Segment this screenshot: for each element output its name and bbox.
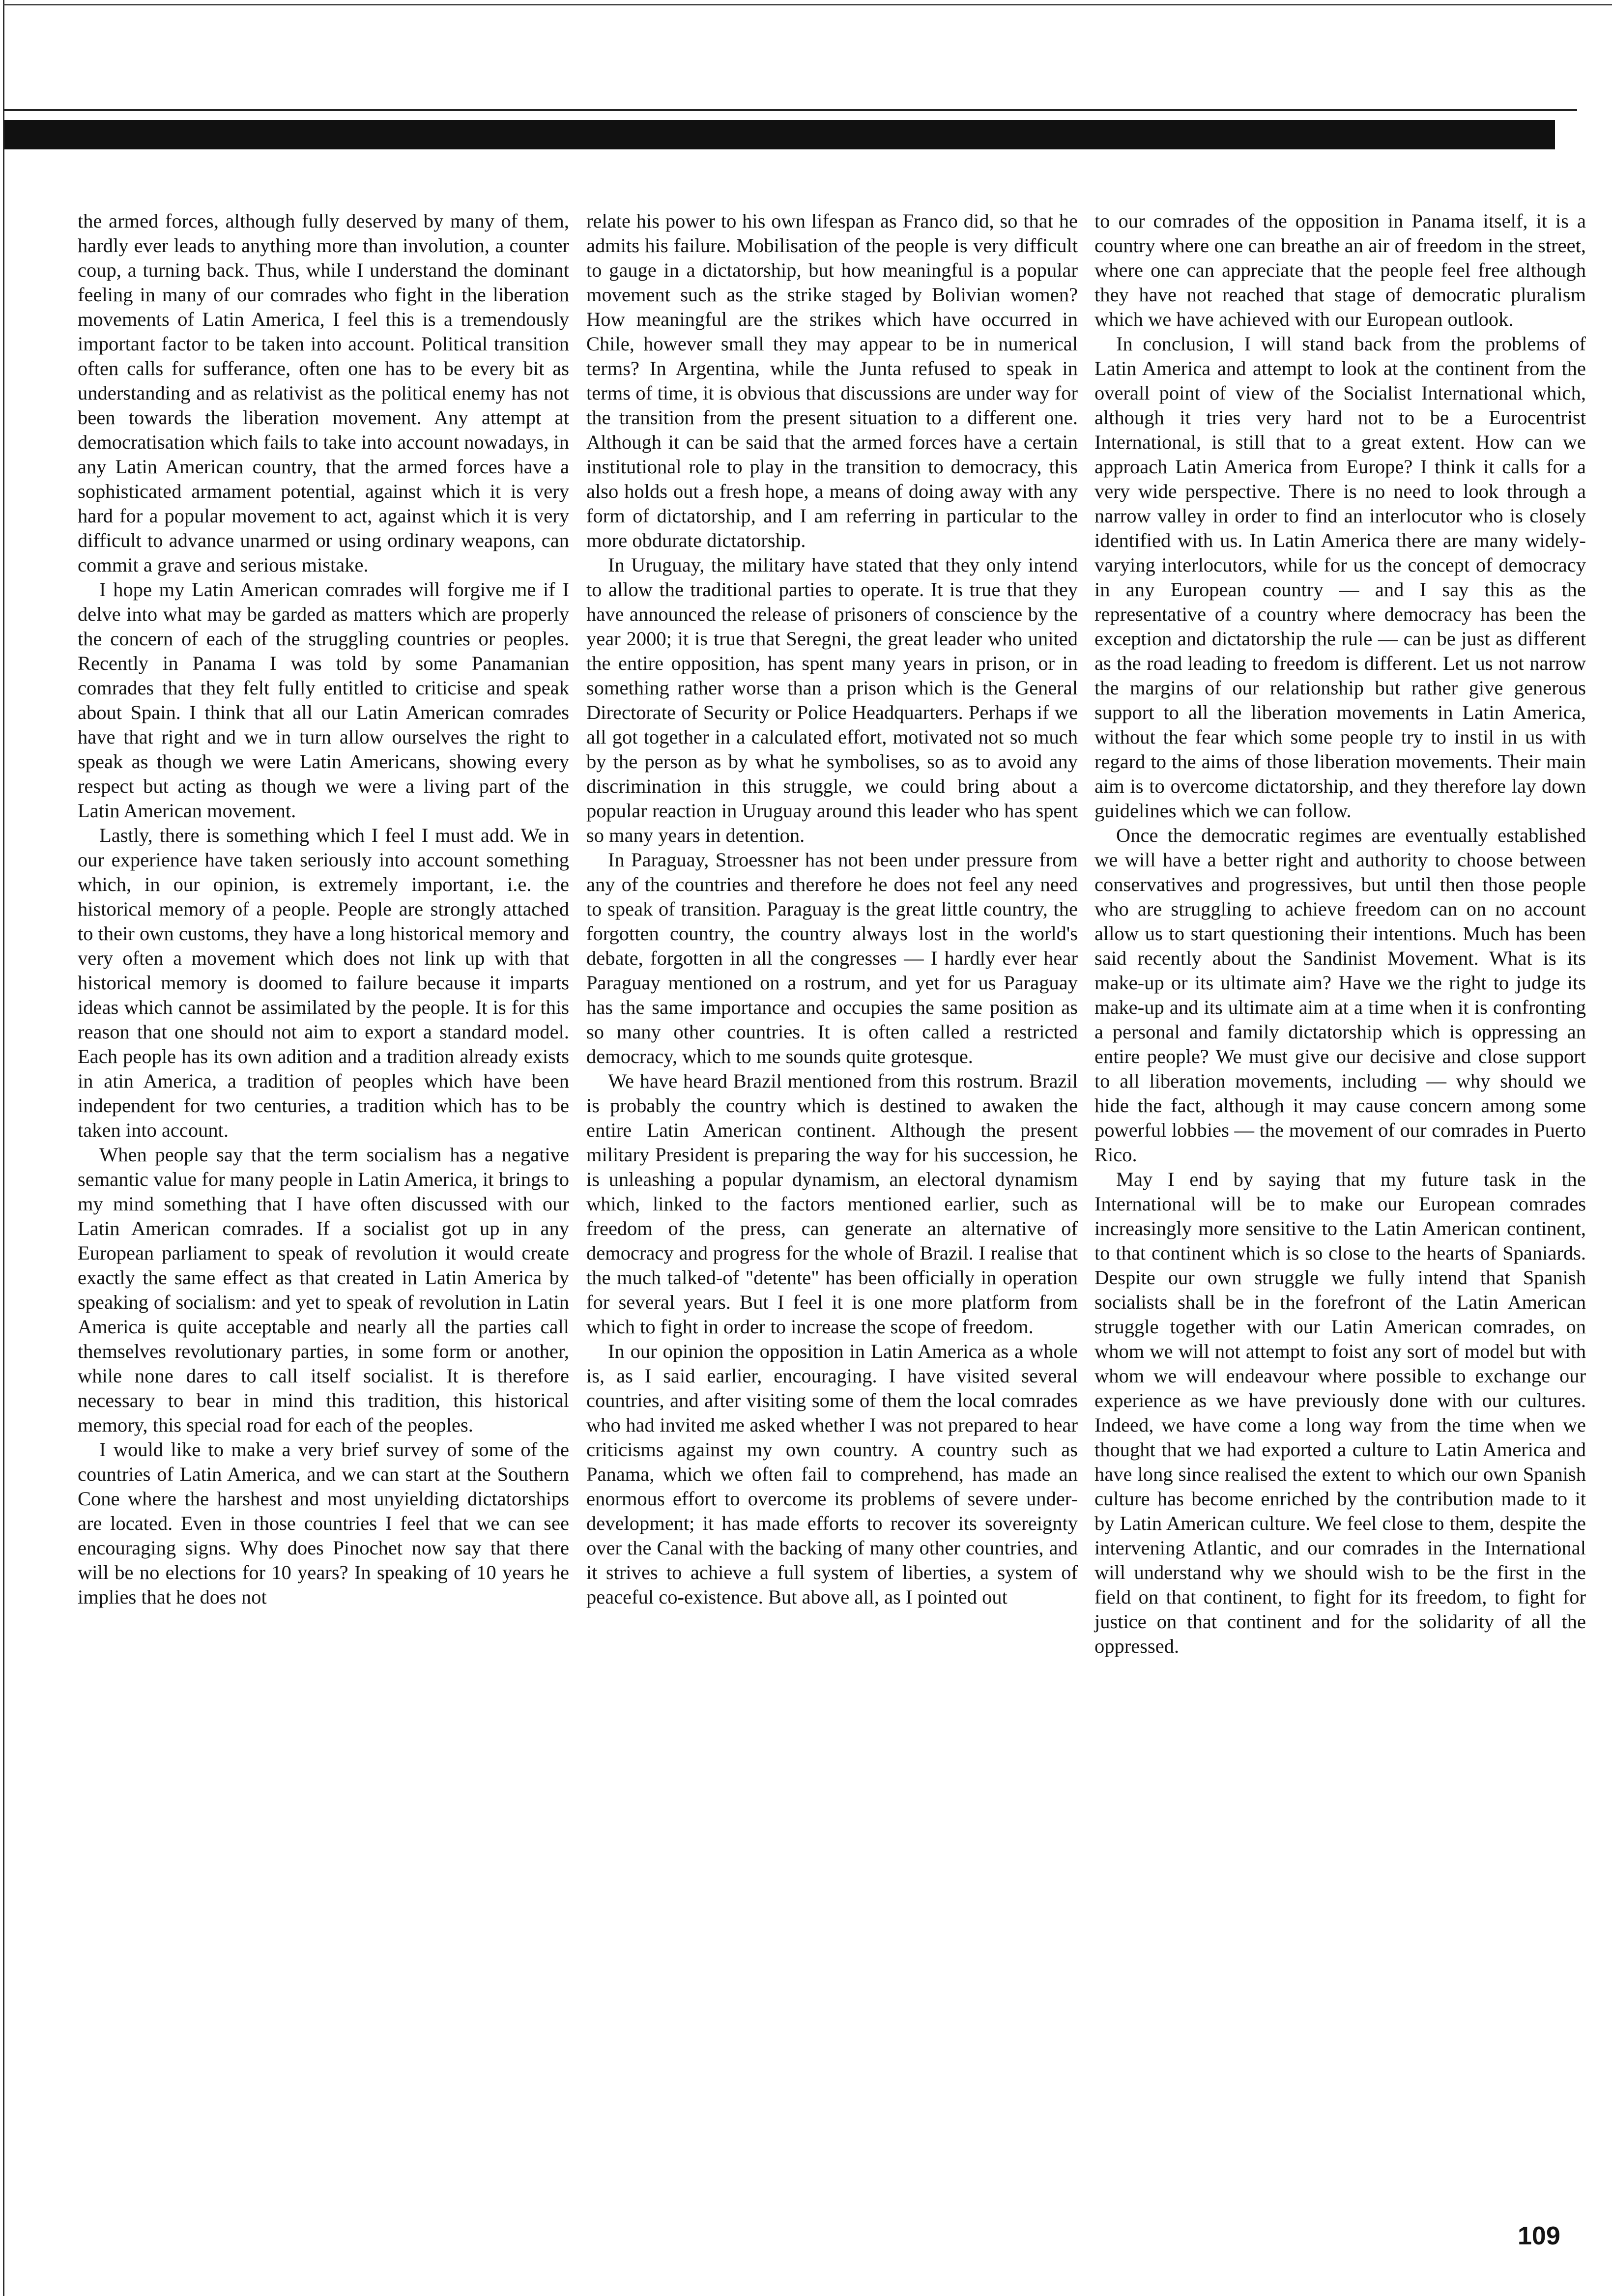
paragraph: In Uruguay, the military have stated that they only intend to allow the traditional parties to operate. It is true that they have announced the release of prisoners of conscience by the year 2000; it is true that Seregni, the great leader who united the entire opposition, has spent many years in prison, or in something rather worse than a prison which is the General Directorate of Security or Police Headquarters. Perhaps if we all got together in a calculated effort, motivated not so much by the person as by what he symbolises, so as to avoid any discrimination in this struggle, we could bring about a popular reaction in Uruguay around this leader who has spent so many years in detention.	[586, 554, 1078, 846]
page-frame-left	[3, 0, 4, 2296]
page-frame-top	[3, 4, 1612, 5]
paragraph: In our opinion the opposition in Latin America as a whole is, as I said earlier, encouraging. I have visited several countries, and after visiting some of them the local comrades who had invited me asked whether I was not prepared to hear criticisms against my own country. A country such as Panama, which we often fail to comprehend, has made an enormous effort to overcome its problems of severe under-development; it has made efforts to recover its sovereignty over the Canal with the backing of many other countries, and it strives to achieve a full system of liberties, a system of peaceful co-existence. But above all, as I pointed out	[586, 1340, 1078, 1608]
paragraph: relate his power to his own lifespan as Franco did, so that he admits his failure. Mobilisation of the people is very difficult to gauge in a dictatorship, but how meaningful is a popular movement such as the strike staged by Bolivian women? How meaningful are the strikes which have occurred in Chile, however small they may appear to be in numerical terms? In Argentina, while the Junta refused to speak in terms of time, it is obvious that discussions are under way for the transition from the present situation to a different one. Although it can be said that the armed forces have a certain institutional role to play in the transition to democracy, this also holds out a fresh hope, a means of doing away with any form of dictatorship, and I am referring in particular to the more obdurate dictatorship.	[586, 210, 1078, 551]
paragraph: Once the democratic regimes are eventually established we will have a better right and authority to choose between conservatives and progressives, but until then those people who are struggling to achieve freedom can on no account allow us to start questioning their intentions. Much has been said recently about the Sandinist Movement. What is its make-up or its ultimate aim? Have we the right to judge its make-up and its ultimate aim at a time when it is confronting a personal and family dictatorship which is oppressing an entire people? We must give our decisive and close support to all liberation movements, including — why should we hide the fact, although it may cause concern among some powerful lobbies — the movement of our comrades in Puerto Rico.	[1094, 824, 1586, 1166]
header-rule-thin	[4, 109, 1577, 111]
text-column-3	[1094, 209, 1586, 1659]
text-column-1	[78, 209, 569, 1609]
header-rule-bar	[4, 120, 1555, 149]
paragraph: to our comrades of the opposition in Panama itself, it is a country where one can breathe an air of freedom in the street, where one can appreciate that the people feel free although they have not reached that stage of democratic pluralism which we have achieved with our European outlook.	[1094, 210, 1586, 330]
paragraph: May I end by saying that my future task in the International will be to make our European comrades increasingly more sensitive to the Latin American continent, to that continent which is so close to the hearts of Spaniards. Despite our own struggle we fully intend that Spanish socialists shall be in the forefront of the Latin American struggle together with our Latin American comrades, on whom we will not attempt to foist any sort of model but with whom we will endeavour where possible to exchange our experience as we have previously done with our cultures. Indeed, we have come a long way from the time when we thought that we had exported a culture to Latin America and have long since realised the extent to which our own Spanish culture has become enriched by the contribution made to it by Latin American culture. We feel close to them, despite the intervening Atlantic, and our comrades in the International will understand why we should wish to be the first in the field on that continent, to fight for its freedom, to fight for justice on that continent and for the solidarity of all the oppressed.	[1094, 1168, 1586, 1657]
paragraph: When people say that the term socialism has a negative semantic value for many people in Latin America, it brings to my mind something that I have often discussed with our Latin American comrades. If a socialist got up in any European parliament to speak of revolution it would create exactly the same effect as that created in Latin America by speaking of socialism: and yet to speak of revolution in Latin America is quite acceptable and nearly all the parties call themselves revolutionary parties, in some form or another, while none dares to call itself socialist. It is therefore necessary to bear in mind this tradition, this historical memory, this special road for each of the peoples.	[78, 1144, 569, 1436]
page-number: 109	[1518, 2222, 1560, 2250]
text-column-2	[586, 209, 1078, 1609]
paragraph: In conclusion, I will stand back from the problems of Latin America and attempt to look at the continent from the overall point of view of the Socialist International which, although it tries very hard not to be a Eurocentrist International, is still that to a great extent. How can we approach Latin America from Europe? I think it calls for a very wide perspective. There is no need to look through a narrow valley in order to find an interlocutor who is closely identified with us. In Latin America there are many widely-varying interlocutors, while for us the concept of democracy in any European country — and I say this as the representative of a country where democracy has been the exception and dictatorship the rule — can be just as different as the road leading to freedom is different. Let us not narrow the margins of our relationship but rather give generous support to all the liberation movements in Latin America, without the fear which some people try to instil in us with regard to the aims of those liberation movements. Their main aim is to overcome dictatorship, and they therefore lay down guidelines which we can follow.	[1094, 333, 1586, 822]
paragraph: I hope my Latin American comrades will forgive me if I delve into what may be garded as matters which are properly the concern of each of the struggling countries or peoples. Recently in Panama I was told by some Panamanian comrades that they felt fully entitled to criticise and speak about Spain. I think that all our Latin American comrades have that right and we in turn allow ourselves the right to speak as though we were Latin Americans, showing every respect but acting as though we were a living part of the Latin American movement.	[78, 578, 569, 822]
paragraph: We have heard Brazil mentioned from this rostrum. Brazil is probably the country which is destined to awaken the entire Latin American continent. Although the present military President is preparing the way for his succession, he is unleashing a popular dynamism, an electoral dynamism which, linked to the factors mentioned earlier, such as freedom of the press, can generate an alternative of democracy and progress for the whole of Brazil. I realise that the much talked-of "detente" has been officially in operation for several years. But I feel it is one more platform from which to fight in order to increase the scope of freedom.	[586, 1070, 1078, 1338]
paragraph: I would like to make a very brief survey of some of the countries of Latin America, and we can start at the Southern Cone where the harshest and most unyielding dictatorships are located. Even in those countries I feel that we can see encouraging signs. Why does Pinochet now say that there will be no elections for 10 years? In speaking of 10 years he implies that he does not	[78, 1438, 569, 1608]
paragraph: the armed forces, although fully deserved by many of them, hardly ever leads to anything more than involution, a counter coup, a turning back. Thus, while I understand the dominant feeling in many of our comrades who fight in the liberation movements of Latin America, I feel this is a tremendously important factor to be taken into account. Political transition often calls for sufferance, often one has to be every bit as understanding and as relativist as the political enemy has not been towards the liberation movement. Any attempt at democratisation which fails to take into account nowadays, in any Latin American country, that the armed forces have a sophisticated armament potential, against which it is very hard for a popular movement to act, against which it is very difficult to advance unarmed or using ordinary weapons, can commit a grave and serious mistake.	[78, 210, 569, 576]
paragraph: In Paraguay, Stroessner has not been under pressure from any of the countries and therefore he does not feel any need to speak of transition. Paraguay is the great little country, the forgotten country, the country always lost in the world's debate, forgotten in all the congresses — I hardly ever hear Paraguay mentioned on a rostrum, and yet for us Paraguay has the same importance and occupies the same position as so many other countries. It is often called a restricted democracy, which to me sounds quite grotesque.	[586, 849, 1078, 1067]
paragraph: Lastly, there is something which I feel I must add. We in our experience have taken seriously into account something which, in our opinion, is extremely important, i.e. the historical memory of a people. People are strongly attached to their own customs, they have a long historical memory and very often a movement which does not link up with that historical memory is doomed to failure because it imparts ideas which cannot be assimilated by the people. It is for this reason that one should not aim to export a standard model. Each people has its own adition and a tradition already exists in atin America, a tradition of peoples which have been independent for two centuries, a tradition which has to be taken into account.	[78, 824, 569, 1141]
